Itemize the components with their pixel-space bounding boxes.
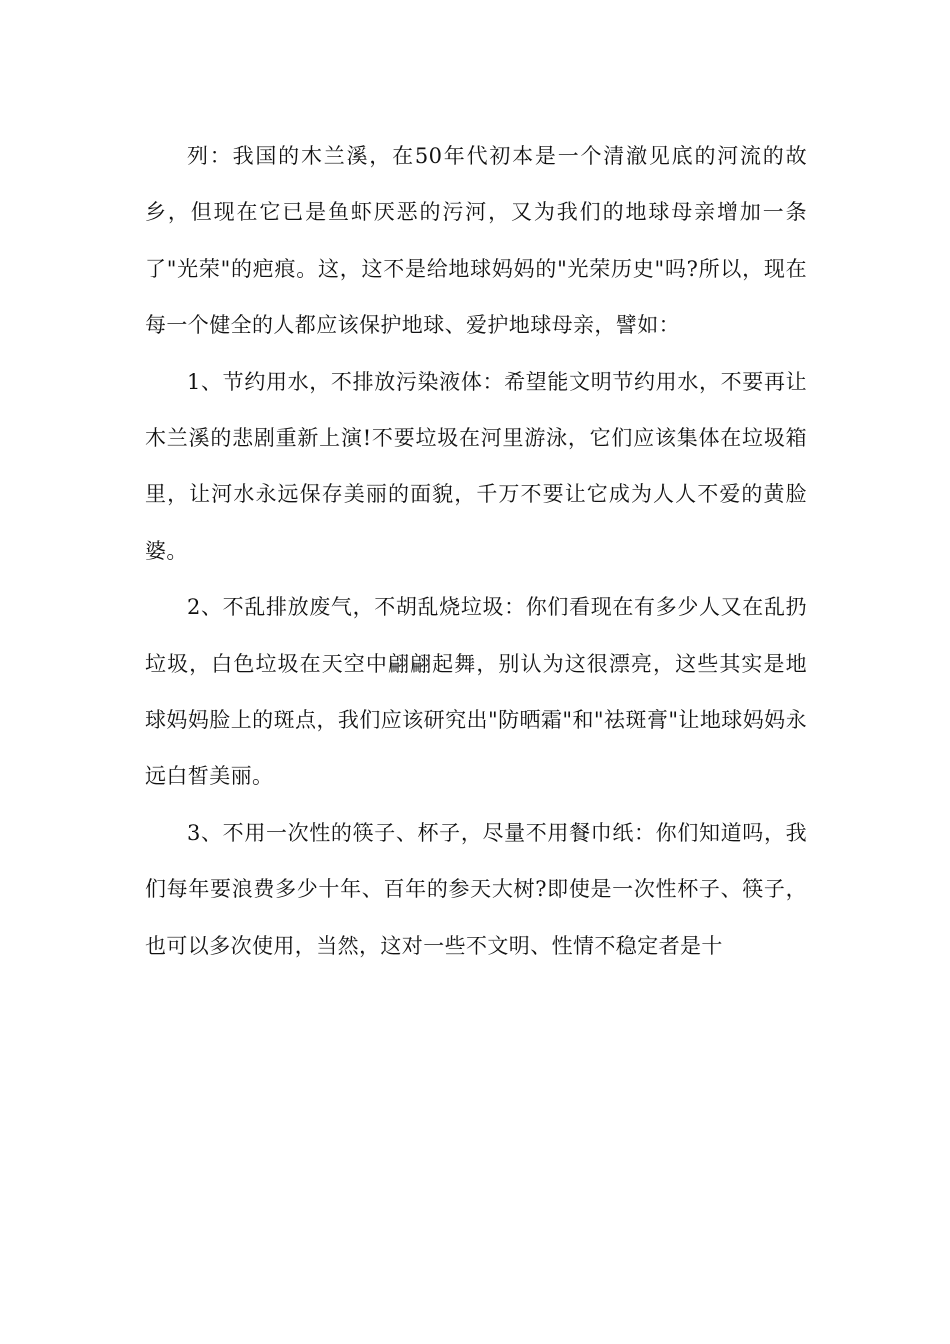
paragraph-save-water: 1、节约用水，不排放污染液体：希望能文明节约用水，不要再让木兰溪的悲剧重新上演!不要垃圾在河里游泳，它们应该集体在垃圾箱里，让河水永远保存美丽的面貌，千万不要让它成为人人不爱的黄脸婆。 — [145, 369, 807, 563]
paragraph-reduce-emissions: 2、不乱排放废气，不胡乱烧垃圾：你们看现在有多少人又在乱扔垃圾，白色垃圾在天空中翩翩起舞，别认为这很漂亮，这些其实是地球妈妈脸上的斑点，我们应该研究出"防晒霜"和"祛斑膏"让地球妈妈永远白皙美丽。 — [145, 595, 807, 789]
paragraph-example-mulan-river: 列：我国的木兰溪，在50年代初本是一个清澈见底的河流的故乡，但现在它已是鱼虾厌恶的污河，又为我们的地球母亲增加一条了"光荣"的疤痕。这，这不是给地球妈妈的"光荣历史"吗?所以，现在每一个健全的人都应该保护地球、爱护地球母亲，譬如： — [145, 144, 807, 338]
document-body — [145, 128, 807, 974]
paragraph-no-disposables: 3、不用一次性的筷子、杯子，尽量不用餐巾纸：你们知道吗，我们每年要浪费多少十年、百年的参天大树?即使是一次性杯子、筷子，也可以多次使用，当然，这对一些不文明、性情不稳定者是十 — [145, 820, 807, 958]
